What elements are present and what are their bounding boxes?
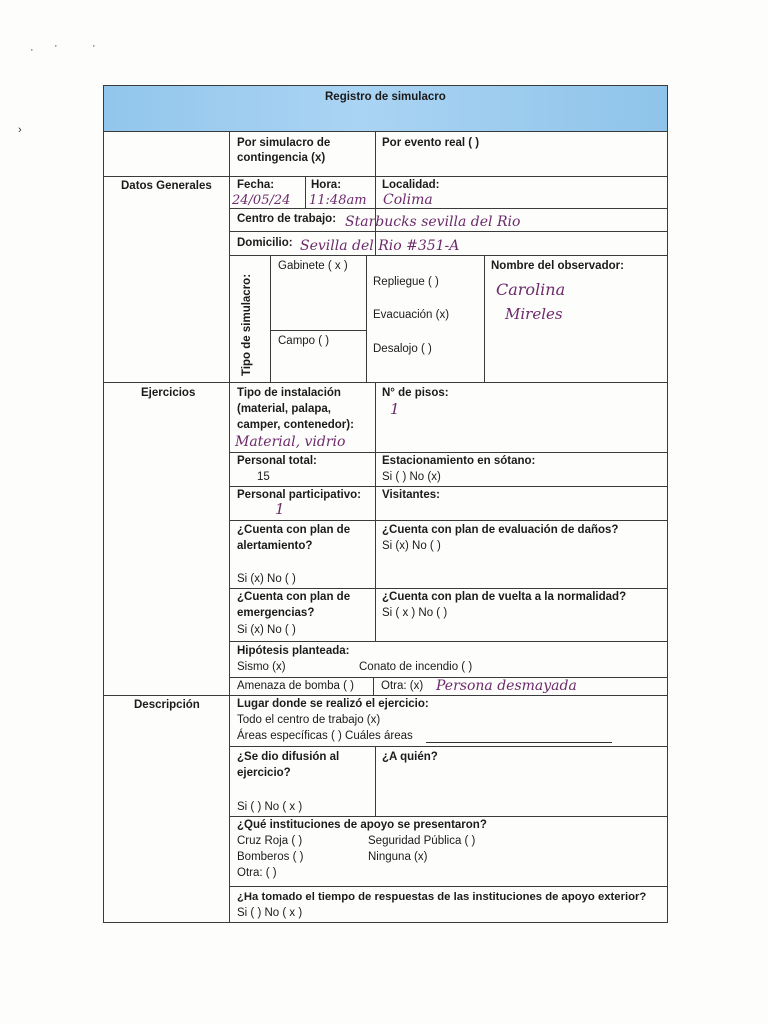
section-descripcion: Descripción (134, 699, 200, 711)
row-line (270, 330, 366, 331)
hipotesis-label: Hipótesis planteada: (237, 645, 350, 657)
row-line (229, 816, 668, 817)
scan-speck: · (54, 40, 58, 52)
row-line (229, 641, 668, 642)
estacionamiento-label: Estacionamiento en sótano: (382, 455, 536, 467)
localidad-label: Localidad: (382, 179, 440, 191)
plan-danos-label: ¿Cuenta con plan de evaluación de daños? (382, 524, 619, 536)
difusion-options: Si ( ) No ( x ) (237, 801, 303, 813)
row-line (229, 452, 668, 453)
col-divider-fecha (305, 176, 306, 208)
lugar-label: Lugar donde se realizó el ejercicio: (237, 698, 429, 710)
col-divider-right (375, 131, 376, 255)
plan-alertamiento-label-2: alertamiento? (237, 540, 313, 552)
row-line (103, 695, 668, 696)
personal-participativo-label: Personal participativo: (237, 489, 361, 501)
instalacion-value: Material, vidrio (235, 434, 346, 450)
fecha-label: Fecha: (237, 179, 275, 191)
campo-option: Campo ( ) (278, 335, 330, 347)
plan-alertamiento-label-1: ¿Cuenta con plan de (237, 524, 351, 536)
instituciones-ninguna: Ninguna (x) (368, 851, 428, 863)
personal-total-label: Personal total: (237, 455, 317, 467)
observador-name-1: Carolina (496, 280, 566, 299)
plan-emergencias-label-1: ¿Cuenta con plan de (237, 591, 351, 603)
row-line (229, 231, 668, 232)
plan-danos-options: Si (x) No ( ) (382, 540, 441, 552)
hipotesis-otra: Otra: (x) (381, 680, 424, 692)
row-line (103, 382, 668, 383)
domicilio-label: Domicilio: (237, 237, 293, 249)
instituciones-cruz-roja: Cruz Roja ( ) (237, 835, 303, 847)
row-line (103, 176, 668, 177)
desalojo-option: Desalojo ( ) (373, 343, 432, 355)
plan-emergencias-options: Si (x) No ( ) (237, 624, 296, 636)
estacionamiento-options: Si ( ) No (x) (382, 471, 441, 483)
fecha-value: 24/05/24 (232, 193, 291, 208)
evacuacion-option: Evacuación (x) (373, 309, 450, 321)
row-line (229, 208, 668, 209)
personal-participativo-value: 1 (275, 500, 285, 518)
col-divider-tipo2 (366, 255, 367, 382)
hora-value: 11:48am (309, 193, 367, 208)
pisos-value: 1 (390, 400, 400, 418)
row-line (229, 520, 668, 521)
hipotesis-bomba: Amenaza de bomba ( ) (237, 680, 354, 692)
hipotesis-conato: Conato de incendio ( ) (359, 661, 473, 673)
repliegue-option: Repliegue ( ) (373, 276, 439, 288)
personal-total-value: 15 (257, 471, 270, 483)
domicilio-value: Sevilla del Rio #351-A (300, 238, 460, 254)
tiempo-label: ¿Ha tomado el tiempo de respuestas de las instituciones de apoyo exterior? (237, 891, 647, 903)
difusion-label-2: ejercicio? (237, 767, 291, 779)
a-quien-label: ¿A quién? (382, 751, 438, 763)
hipotesis-otra-value: Persona desmayada (436, 678, 577, 694)
plan-emergencias-label-2: emergencias? (237, 607, 315, 619)
col-divider-main (229, 131, 230, 923)
row-line (229, 255, 668, 256)
plan-alertamiento-options: Si (x) No ( ) (237, 573, 296, 585)
lugar-areas: Áreas específicas ( ) Cuáles áreas (237, 730, 413, 742)
observador-label: Nombre del observador: (491, 260, 624, 272)
col-divider-difusion (375, 746, 376, 816)
difusion-label-1: ¿Se dio difusión al (237, 751, 340, 763)
row-line (229, 486, 668, 487)
instituciones-label: ¿Qué instituciones de apoyo se presentaron? (237, 819, 487, 831)
observador-name-2: Mireles (505, 305, 563, 323)
row-line (229, 746, 668, 747)
hipotesis-sismo: Sismo (x) (237, 661, 286, 673)
scan-speck: · (92, 40, 96, 52)
tipo-simulacro-label: Tipo de simulacro: (241, 273, 253, 376)
instalacion-label-3: camper, contenedor): (237, 419, 354, 431)
hora-label: Hora: (311, 179, 342, 191)
form-title: Registro de simulacro (325, 91, 446, 103)
row-line (229, 886, 668, 887)
gabinete-option: Gabinete ( x ) (278, 260, 348, 272)
areas-blank-line (426, 742, 612, 743)
row-line (229, 588, 668, 589)
col-divider-ejercicios (375, 382, 376, 641)
plan-normalidad-label: ¿Cuenta con plan de vuelta a la normalidad? (382, 591, 627, 603)
centro-label: Centro de trabajo: (237, 213, 337, 225)
instituciones-otra: Otra: ( ) (237, 867, 277, 879)
plan-normalidad-options: Si ( x ) No ( ) (382, 607, 448, 619)
section-datos-generales: Datos Generales (121, 180, 212, 192)
form-frame (103, 85, 668, 923)
contingencia-label: Por simulacro de contingencia (x) (237, 137, 331, 164)
instituciones-bomberos: Bomberos ( ) (237, 851, 304, 863)
scan-speck: · (30, 44, 34, 56)
instalacion-label-2: (material, palapa, (237, 403, 331, 415)
evento-real-label: Por evento real ( ) (382, 137, 480, 149)
visitantes-label: Visitantes: (382, 489, 440, 501)
instalacion-label-1: Tipo de instalación (237, 387, 341, 399)
col-divider-tipo (270, 255, 271, 382)
section-ejercicios: Ejercicios (141, 387, 196, 399)
tiempo-options: Si ( ) No ( x ) (237, 907, 303, 919)
lugar-todo: Todo el centro de trabajo (x) (237, 714, 381, 726)
centro-value: Starbucks sevilla del Rio (345, 214, 521, 230)
localidad-value: Colima (383, 192, 433, 208)
col-divider-observador (484, 255, 485, 382)
scan-speck: › (18, 124, 22, 136)
pisos-label: N° de pisos: (382, 387, 449, 399)
instituciones-seguridad: Seguridad Pública ( ) (368, 835, 476, 847)
col-divider-otra (373, 677, 374, 695)
row-line (103, 131, 668, 132)
